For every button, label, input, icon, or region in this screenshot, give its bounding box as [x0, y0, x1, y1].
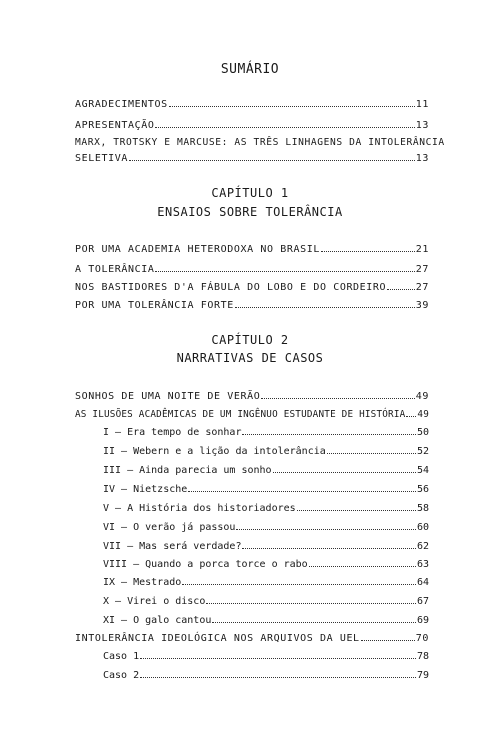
toc-subentry: II — Webern e a lição da intolerância 52: [103, 446, 429, 457]
toc-entry-apresentacao: APRESENTAÇÃO 13: [75, 120, 429, 131]
toc-entry: INTOLERÂNCIA IDEOLÓGICA NOS ARQUIVOS DA UEL 70: [75, 633, 429, 644]
toc-entry-marx-line1: MARX, TROTSKY E MARCUSE: AS TRÊS LINHAGENS DA INTOLERÂNCIA: [75, 137, 445, 148]
toc-entry: POR UMA ACADEMIA HETERODOXA NO BRASIL 21: [75, 244, 429, 255]
toc-entry: POR UMA TOLERÂNCIA FORTE 39: [75, 300, 429, 311]
toc-entry-marx-line2: SELETIVA 13: [75, 153, 429, 164]
toc-subentry: Caso 1 78: [103, 651, 429, 662]
chapter-1-heading: CAPÍTULO 1: [211, 186, 289, 200]
toc-entry: AS ILUSÕES ACADÊMICAS DE UM INGÊNUO ESTUDANTE DE HISTÓRIA 49: [75, 409, 429, 420]
toc-entry-agradecimentos: AGRADECIMENTOS 11: [75, 99, 429, 110]
toc-subentry: III — Ainda parecia um sonho 54: [103, 465, 429, 476]
toc-subentry: I — Era tempo de sonhar 50: [103, 427, 429, 438]
toc-subentry: V — A História dos historiadores 58: [103, 503, 429, 514]
page-title: SUMÁRIO: [220, 62, 280, 77]
toc-subentry: VI — O verão já passou 60: [103, 522, 429, 533]
toc-entry: SONHOS DE UMA NOITE DE VERÃO 49: [75, 391, 429, 402]
toc-subentry: Caso 2 79: [103, 670, 429, 681]
toc-subentry: XI — O galo cantou 69: [103, 615, 429, 626]
chapter-2-subtitle: NARRATIVAS DE CASOS: [176, 351, 324, 365]
toc-subentry: VII — Mas será verdade? 62: [103, 541, 429, 552]
toc-subentry: VIII — Quando a porca torce o rabo 63: [103, 559, 429, 570]
toc-entry: A TOLERÂNCIA 27: [75, 264, 429, 275]
chapter-1-subtitle: ENSAIOS SOBRE TOLERÂNCIA: [157, 205, 343, 219]
toc-subentry: IX — Mestrado 64: [103, 577, 429, 588]
toc-entry: NOS BASTIDORES D'A FÁBULA DO LOBO E DO CORDEIRO 27: [75, 282, 429, 293]
toc-subentry: IV — Nietzsche 56: [103, 484, 429, 495]
toc-subentry: X — Virei o disco 67: [103, 596, 429, 607]
chapter-2-heading: CAPÍTULO 2: [211, 333, 289, 347]
